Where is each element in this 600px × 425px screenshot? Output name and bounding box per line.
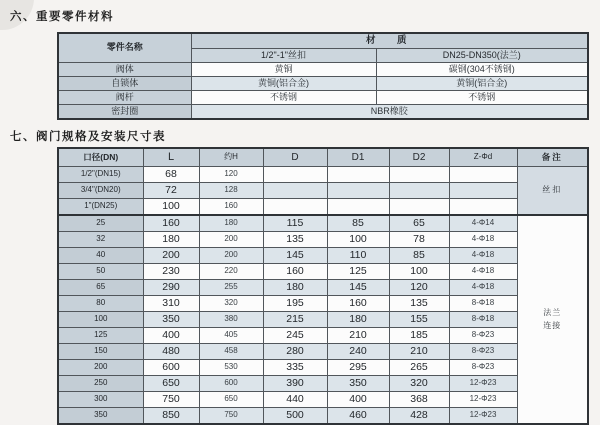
spec-row xyxy=(58,232,588,248)
dim-cell: 115 xyxy=(263,215,327,232)
dim-cell: 240 xyxy=(327,344,389,360)
dim-cell: 160 xyxy=(199,199,263,216)
dim-cell: 750 xyxy=(143,392,199,408)
spec-row xyxy=(58,360,588,376)
header-Zd: Z-Φd xyxy=(449,148,517,167)
size-cell: 300 xyxy=(58,392,143,408)
dim-cell xyxy=(449,183,517,199)
size-cell: 40 xyxy=(58,248,143,264)
dim-cell: 8-Φ18 xyxy=(449,296,517,312)
header-H: 约H xyxy=(199,148,263,167)
dim-cell: 405 xyxy=(199,328,263,344)
dim-cell xyxy=(449,199,517,216)
dim-cell: 8-Φ18 xyxy=(449,312,517,328)
size-cell: 80 xyxy=(58,296,143,312)
spec-row xyxy=(58,392,588,408)
dim-cell: 78 xyxy=(389,232,449,248)
dim-cell: 120 xyxy=(199,167,263,183)
dim-cell: 200 xyxy=(199,248,263,264)
dimensions-table-body xyxy=(58,167,588,425)
spec-row xyxy=(58,328,588,344)
dim-cell: 320 xyxy=(199,296,263,312)
dim-cell: 4-Φ18 xyxy=(449,280,517,296)
material-row-seal xyxy=(58,105,588,120)
spec-row xyxy=(58,167,588,183)
part-name-cell: 密封圈 xyxy=(58,105,191,120)
dim-cell: 230 xyxy=(143,264,199,280)
size-cell: 100 xyxy=(58,312,143,328)
size-cell: 250 xyxy=(58,376,143,392)
size-cell: 350 xyxy=(58,408,143,425)
dim-cell: 145 xyxy=(327,280,389,296)
dim-cell: 400 xyxy=(327,392,389,408)
spec-row xyxy=(58,408,588,425)
dim-cell: 160 xyxy=(263,264,327,280)
dim-cell: 460 xyxy=(327,408,389,425)
dim-cell: 440 xyxy=(263,392,327,408)
dim-cell: 350 xyxy=(143,312,199,328)
dim-cell: 280 xyxy=(263,344,327,360)
dim-cell: 180 xyxy=(263,280,327,296)
dim-cell xyxy=(327,167,389,183)
dim-cell: 368 xyxy=(389,392,449,408)
dim-cell: 530 xyxy=(199,360,263,376)
dim-cell: 295 xyxy=(327,360,389,376)
dim-cell: 12-Φ23 xyxy=(449,376,517,392)
dim-cell: 428 xyxy=(389,408,449,425)
dim-cell: 100 xyxy=(143,199,199,216)
dim-cell: 128 xyxy=(199,183,263,199)
remark-flange-text: 法兰连接 xyxy=(543,307,562,330)
dim-cell: 4-Φ18 xyxy=(449,232,517,248)
dim-cell: 180 xyxy=(143,232,199,248)
size-cell: 3/4"(DN20) xyxy=(58,183,143,199)
dim-cell xyxy=(327,199,389,216)
dim-cell: 8-Φ23 xyxy=(449,328,517,344)
dim-cell: 220 xyxy=(199,264,263,280)
dim-cell: 265 xyxy=(389,360,449,376)
dim-cell: 110 xyxy=(327,248,389,264)
dim-cell: 145 xyxy=(263,248,327,264)
size-cell: 50 xyxy=(58,264,143,280)
dim-cell: 210 xyxy=(327,328,389,344)
size-cell: 125 xyxy=(58,328,143,344)
thread-range-header: 1/2"-1"丝扣 xyxy=(191,49,376,63)
dim-cell: 200 xyxy=(143,248,199,264)
dim-cell: 195 xyxy=(263,296,327,312)
material-header: 材 质 xyxy=(191,33,588,49)
spec-row xyxy=(58,344,588,360)
spec-row xyxy=(58,264,588,280)
remark-flange-cell xyxy=(517,215,588,424)
dim-cell: 650 xyxy=(199,392,263,408)
material-cell: 黄铜(铝合金) xyxy=(376,77,588,91)
material-row-stem xyxy=(58,91,588,105)
material-row-body xyxy=(58,63,588,77)
header-size: 口径(DN) xyxy=(58,148,143,167)
dim-cell xyxy=(327,183,389,199)
remark-thread-cell: 丝扣 xyxy=(517,167,588,216)
spec-row xyxy=(58,199,588,216)
dim-cell: 160 xyxy=(143,215,199,232)
dim-cell: 85 xyxy=(327,215,389,232)
dim-cell: 4-Φ18 xyxy=(449,264,517,280)
dim-cell xyxy=(263,167,327,183)
flange-range-header: DN25-DN350(法兰) xyxy=(376,49,588,63)
part-name-cell: 自锁体 xyxy=(58,77,191,91)
dim-cell: 180 xyxy=(327,312,389,328)
dim-cell: 12-Φ23 xyxy=(449,392,517,408)
dim-cell: 480 xyxy=(143,344,199,360)
dim-cell: 65 xyxy=(389,215,449,232)
dim-cell: 180 xyxy=(199,215,263,232)
material-cell: 黄铜 xyxy=(191,63,376,77)
dim-cell: 68 xyxy=(143,167,199,183)
dim-cell: 380 xyxy=(199,312,263,328)
dim-cell: 155 xyxy=(389,312,449,328)
dim-cell: 500 xyxy=(263,408,327,425)
size-cell: 1"(DN25) xyxy=(58,199,143,216)
dim-cell: 458 xyxy=(199,344,263,360)
dim-cell: 750 xyxy=(199,408,263,425)
size-cell: 65 xyxy=(58,280,143,296)
size-cell: 32 xyxy=(58,232,143,248)
header-D1: D1 xyxy=(327,148,389,167)
dim-cell: 125 xyxy=(327,264,389,280)
header-remark: 备注 xyxy=(517,148,588,167)
spec-row xyxy=(58,280,588,296)
part-name-cell: 阀杆 xyxy=(58,91,191,105)
dim-cell xyxy=(449,167,517,183)
dimensions-header-row xyxy=(58,148,588,167)
spec-row xyxy=(58,312,588,328)
dim-cell: 12-Φ23 xyxy=(449,408,517,425)
dim-cell: 210 xyxy=(389,344,449,360)
size-cell: 25 xyxy=(58,215,143,232)
material-cell: 不锈钢 xyxy=(376,91,588,105)
dimensions-table xyxy=(57,147,589,425)
dim-cell: 850 xyxy=(143,408,199,425)
spec-row xyxy=(58,296,588,312)
dim-cell xyxy=(389,199,449,216)
header-D2: D2 xyxy=(389,148,449,167)
dim-cell: 185 xyxy=(389,328,449,344)
size-cell: 200 xyxy=(58,360,143,376)
materials-table xyxy=(57,32,589,120)
section7-title: 七、阀门规格及安装尺寸表 xyxy=(10,131,166,143)
dim-cell: 85 xyxy=(389,248,449,264)
material-row-lock xyxy=(58,77,588,91)
dim-cell: 215 xyxy=(263,312,327,328)
section6-title: 六、重要零件材料 xyxy=(10,11,114,23)
dim-cell: 120 xyxy=(389,280,449,296)
dim-cell: 72 xyxy=(143,183,199,199)
dim-cell: 8-Φ23 xyxy=(449,344,517,360)
material-cell: 不锈钢 xyxy=(191,91,376,105)
dim-cell: 335 xyxy=(263,360,327,376)
spec-row xyxy=(58,183,588,199)
dim-cell: 320 xyxy=(389,376,449,392)
materials-header-row xyxy=(58,33,588,49)
dim-cell: 100 xyxy=(327,232,389,248)
dim-cell: 600 xyxy=(199,376,263,392)
dim-cell: 600 xyxy=(143,360,199,376)
material-cell: NBR橡胶 xyxy=(191,105,588,120)
part-name-cell: 阀体 xyxy=(58,63,191,77)
dim-cell: 4-Φ18 xyxy=(449,248,517,264)
dim-cell: 4-Φ14 xyxy=(449,215,517,232)
dim-cell: 290 xyxy=(143,280,199,296)
spec-row xyxy=(58,215,588,232)
part-name-header: 零件名称 xyxy=(58,33,191,63)
dim-cell: 160 xyxy=(327,296,389,312)
dim-cell xyxy=(389,167,449,183)
header-D: D xyxy=(263,148,327,167)
material-cell: 黄铜(铝合金) xyxy=(191,77,376,91)
dim-cell: 135 xyxy=(389,296,449,312)
dim-cell: 310 xyxy=(143,296,199,312)
dim-cell xyxy=(389,183,449,199)
dim-cell: 100 xyxy=(389,264,449,280)
dim-cell: 200 xyxy=(199,232,263,248)
dim-cell: 135 xyxy=(263,232,327,248)
dim-cell: 255 xyxy=(199,280,263,296)
dim-cell: 400 xyxy=(143,328,199,344)
dim-cell: 390 xyxy=(263,376,327,392)
dim-cell: 350 xyxy=(327,376,389,392)
dim-cell: 650 xyxy=(143,376,199,392)
size-cell: 1/2"(DN15) xyxy=(58,167,143,183)
header-L: L xyxy=(143,148,199,167)
spec-row xyxy=(58,248,588,264)
dim-cell xyxy=(263,199,327,216)
dim-cell: 8-Φ23 xyxy=(449,360,517,376)
dim-cell xyxy=(263,183,327,199)
spec-row xyxy=(58,376,588,392)
dim-cell: 245 xyxy=(263,328,327,344)
material-cell: 碳钢(304不锈钢) xyxy=(376,63,588,77)
size-cell: 150 xyxy=(58,344,143,360)
